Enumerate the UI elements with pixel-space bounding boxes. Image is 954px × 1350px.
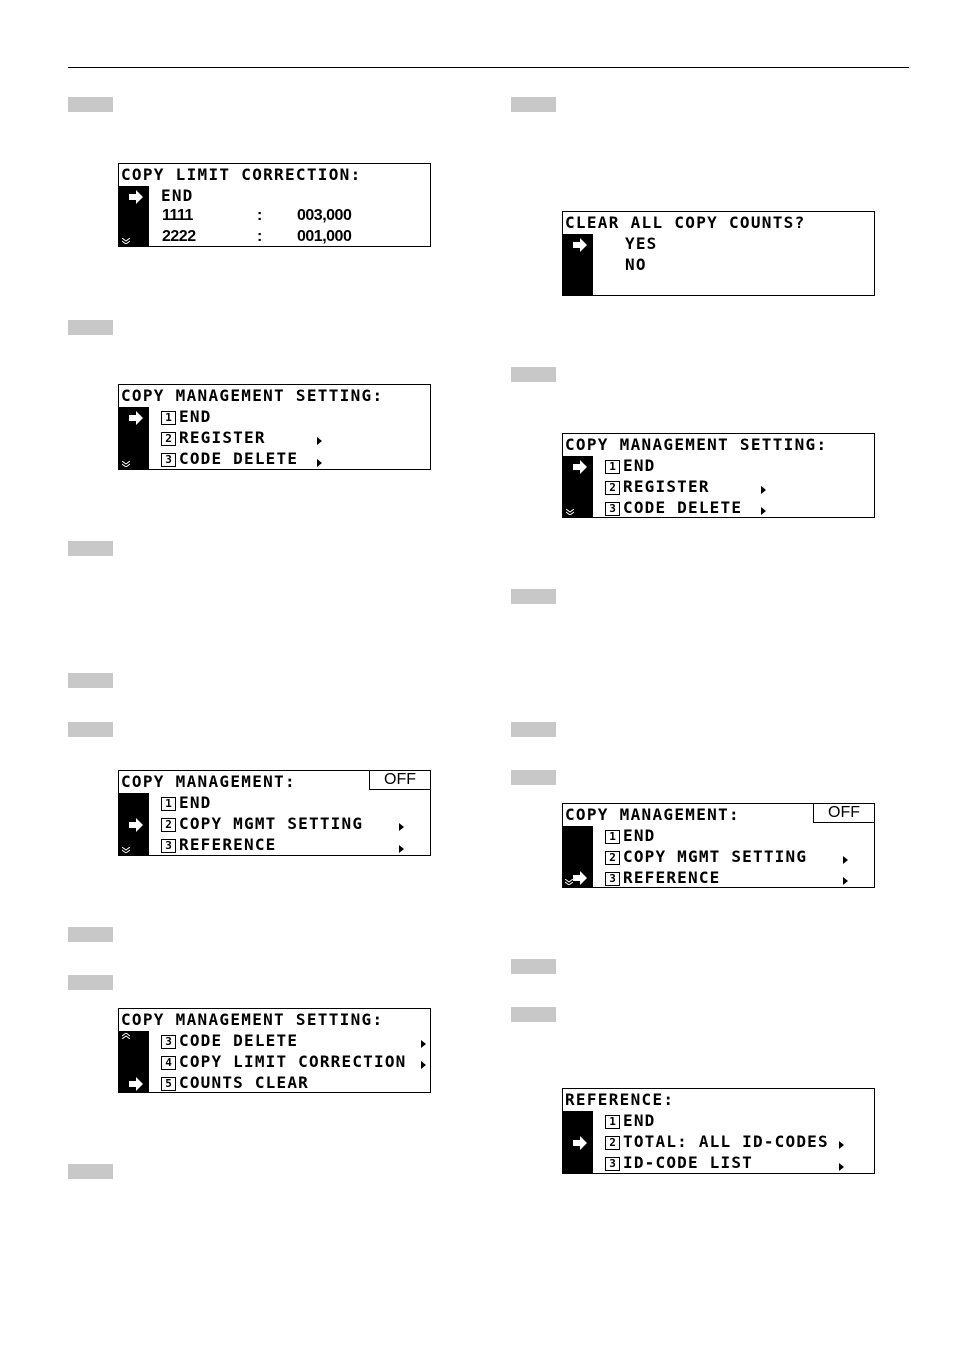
- submenu-arrow-icon: [843, 877, 848, 885]
- menu-item: 1 END: [161, 407, 212, 427]
- menu-item: 3 REFERENCE: [605, 868, 721, 888]
- lcd-title: COPY MANAGEMENT SETTING:: [121, 386, 384, 405]
- status-badge-off: OFF: [369, 770, 431, 790]
- lcd-title: COPY MANAGEMENT:: [121, 772, 296, 791]
- entry-separator: :: [257, 228, 262, 245]
- entry-value: 003,000: [297, 207, 352, 224]
- step-marker: [68, 1164, 113, 1179]
- submenu-arrow-icon: [843, 856, 848, 864]
- cursor-arrow-icon: [572, 1135, 588, 1151]
- lcd-reference: [562, 1088, 875, 1174]
- status-badge-off: OFF: [813, 803, 875, 823]
- scroll-down-icon: [565, 879, 573, 885]
- step-marker: [511, 770, 556, 785]
- scroll-down-icon: [122, 238, 130, 244]
- cursor-arrow-icon: [572, 237, 588, 253]
- step-marker: [511, 589, 556, 604]
- cursor-arrow-icon: [572, 870, 588, 886]
- entry-code: 2222: [162, 228, 196, 245]
- cursor-arrow-icon: [128, 1076, 144, 1092]
- step-marker: [511, 722, 556, 737]
- submenu-arrow-icon: [839, 1163, 844, 1171]
- menu-item: 3 ID-CODE LIST: [605, 1153, 753, 1173]
- menu-item: 3 CODE DELETE: [605, 498, 742, 518]
- cursor-arrow-icon: [128, 410, 144, 426]
- submenu-arrow-icon: [399, 845, 404, 853]
- menu-item: 3 CODE DELETE: [161, 1031, 298, 1051]
- step-marker: [511, 367, 556, 382]
- option-yes: YES: [625, 234, 658, 253]
- menu-item: 2 COPY MGMT SETTING: [161, 814, 363, 834]
- menu-item: 3 CODE DELETE: [161, 449, 298, 469]
- menu-item: 2 COPY MGMT SETTING: [605, 847, 807, 867]
- scroll-down-icon: [566, 509, 574, 515]
- cursor-arrow-icon: [128, 817, 144, 833]
- step-marker: [511, 97, 556, 112]
- step-marker: [68, 722, 113, 737]
- menu-item: 2 REGISTER: [161, 428, 266, 448]
- lcd-copy-management-setting: [118, 384, 431, 470]
- submenu-arrow-icon: [317, 459, 322, 467]
- entry-separator: :: [257, 207, 262, 224]
- lcd-copy-management: [562, 803, 875, 888]
- lcd-title: CLEAR ALL COPY COUNTS?: [565, 213, 806, 232]
- submenu-arrow-icon: [761, 507, 766, 515]
- menu-item: 4 COPY LIMIT CORRECTION: [161, 1052, 407, 1072]
- entry-value: 001,000: [297, 228, 352, 245]
- step-marker: [511, 1007, 556, 1022]
- submenu-arrow-icon: [317, 437, 322, 445]
- lcd-clear-all-copy-counts: [562, 211, 875, 296]
- cursor-arrow-icon: [128, 189, 144, 205]
- step-marker: [68, 97, 113, 112]
- submenu-arrow-icon: [761, 486, 766, 494]
- step-marker: [511, 959, 556, 974]
- step-marker: [68, 927, 113, 942]
- menu-item: 3 REFERENCE: [161, 835, 277, 855]
- step-marker: [68, 975, 113, 990]
- lcd-copy-management: [118, 770, 431, 856]
- menu-item: 1 END: [161, 793, 212, 813]
- lcd-title: COPY MANAGEMENT:: [565, 805, 740, 824]
- step-marker: [68, 320, 113, 335]
- menu-item: 2 REGISTER: [605, 477, 710, 497]
- scroll-down-icon: [122, 847, 130, 853]
- menu-item: 1 END: [605, 1111, 656, 1131]
- submenu-arrow-icon: [421, 1061, 426, 1069]
- lcd-copy-management-setting-scrolled: [118, 1008, 431, 1093]
- cursor-arrow-icon: [572, 459, 588, 475]
- menu-item: 5 COUNTS CLEAR: [161, 1073, 309, 1093]
- scroll-down-icon: [122, 461, 130, 467]
- lcd-copy-management-setting: [562, 433, 875, 518]
- lcd-title: COPY LIMIT CORRECTION:: [121, 165, 362, 184]
- menu-item-end: END: [161, 186, 194, 205]
- lcd-copy-limit-correction: [118, 163, 431, 247]
- lcd-title: REFERENCE:: [565, 1090, 675, 1109]
- step-marker: [68, 673, 113, 688]
- option-no: NO: [625, 255, 647, 274]
- header-rule: [68, 67, 909, 68]
- lcd-title: COPY MANAGEMENT SETTING:: [565, 435, 828, 454]
- lcd-title: COPY MANAGEMENT SETTING:: [121, 1010, 384, 1029]
- entry-code: 1111: [162, 207, 193, 224]
- step-marker: [68, 541, 113, 556]
- submenu-arrow-icon: [839, 1141, 844, 1149]
- menu-item: 2 TOTAL: ALL ID-CODES: [605, 1132, 829, 1152]
- submenu-arrow-icon: [399, 823, 404, 831]
- menu-item: 1 END: [605, 456, 656, 476]
- scroll-up-icon: [122, 1033, 130, 1039]
- menu-item: 1 END: [605, 826, 656, 846]
- submenu-arrow-icon: [421, 1040, 426, 1048]
